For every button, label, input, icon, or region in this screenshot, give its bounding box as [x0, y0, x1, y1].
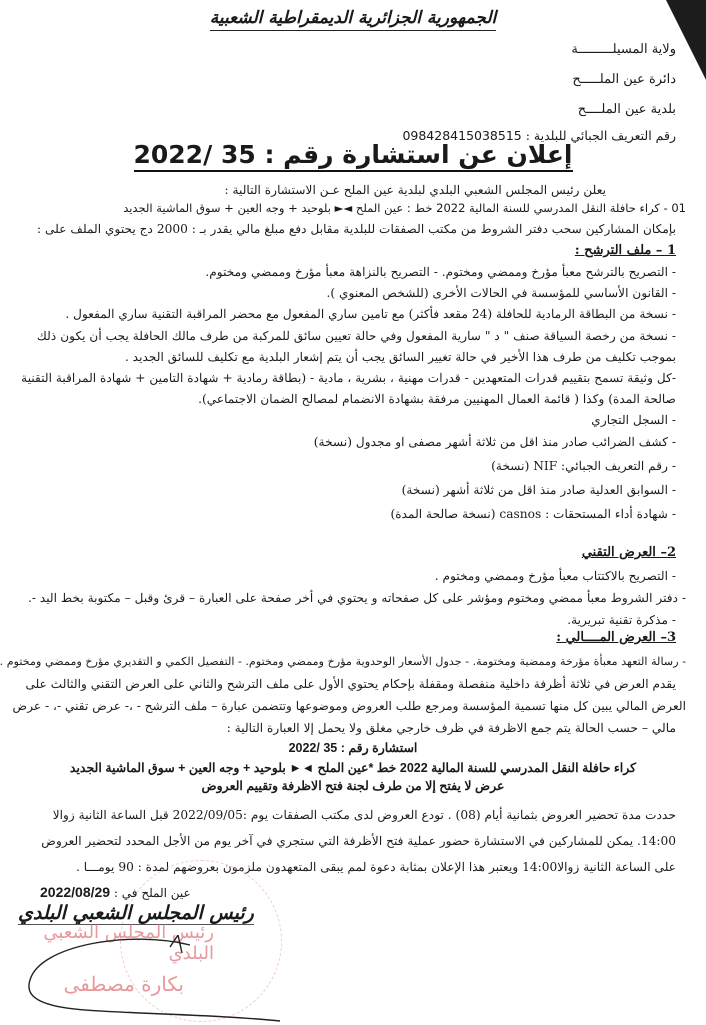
list-item: - التصريح بالترشح معبأ مؤرخ وممضي ومختوم. - التصريح بالنزاهة معبأ مؤرخ وممضي ومختوم. — [205, 265, 676, 279]
list-item: بموجب تكليف من طرف هذا الأخير في حالة تغيير السائق يجب أن يتم إشعار البلدية مع تكليف للسائق الجديد . — [124, 350, 676, 364]
list-item: - كشف الضرائب صادر منذ اقل من ثلاثة أشهر مصفى او مجدول (نسخة) — [313, 435, 676, 449]
signature-place: عين الملح في : — [113, 886, 191, 900]
stamp-title: رئيس المجلس الشعبي البلدي — [43, 922, 214, 964]
list-item: صالحة المدة) وكذا ( قائمة العمال المهنيين مرفقة بشهادة الانضمام لمصالح الضمان الاجتماعي). — [198, 392, 676, 406]
commune-label: بلدية عين الملــــح — [577, 102, 676, 117]
deadline-text: 14:00. يمكن للمشاركين في الاستشارة حضور عملية فتح الأظرفة التي ستجري في آخر يوم من الأجل المحدد لتحضير العروض — [41, 834, 676, 848]
deadline-text: على الساعة الثانية زوالا14:00 ويعتبر هذا الإعلان بمثابة دعوة لمم يبقى المتعهدون ملزمون بعروضهم لمدة : 90 يومـــا . — [76, 860, 676, 874]
signature-date-line — [40, 884, 191, 900]
page-title: إعلان عن استشارة رقم : 35 /2022 — [0, 140, 706, 169]
deadline-text: حددت مدة تحضير العروض بثمانية أيام (08) . تودع العروض لدى مكتب الصفقات يوم :2022/09/05 قبل الساعة الثانية زوالا — [52, 808, 676, 822]
wilaya-label: ولاية المسيلـــــــــة — [571, 42, 676, 57]
section-1-heading: 1 – ملف الترشح : — [574, 243, 676, 258]
signature-date: 2022/08/29 — [40, 884, 111, 900]
list-item: - التصريح بالاكتتاب معبأ مؤرخ وممضي ومختوم . — [434, 569, 676, 583]
section-3-heading: 3– العرض المــــالي : — [556, 630, 676, 645]
envelope-subject: كراء حافلة النقل المدرسي للسنة المالية 2022 خط *عين الملح ◄► بلوحيد + وجه العين + سوق الماشية الجديد — [69, 761, 637, 775]
stamp-name: بكارة مصطفى — [63, 972, 184, 996]
list-item: - رسالة التعهد معبأة مؤرخة وممضية ومختومة. - جدول الأسعار الوحدوية مؤرخ وممضي ومختوم. - التفصيل الكمي و التقديري مؤرخ وممضي ومختوم . — [0, 655, 686, 668]
signatory-title: رئيس المجلس الشعبي البلدي — [18, 902, 254, 924]
consultation-item-01: 01 - كراء حافلة النقل المدرسي للسنة المالية 2022 خط : عين الملح ◄► بلوحيد + وجه العين + سوق الماشية الجديد — [123, 201, 686, 215]
withdraw-terms: بإمكان المشاركين سحب دفتر الشروط من مكتب الصفقات للبلدية مقابل دفع مبلغ مالي يقدر بـ : 2000 دج يحتوي الملف على : — [37, 222, 676, 236]
list-item: - السوابق العدلية صادر منذ اقل من ثلاثة أشهر (نسخة) — [401, 483, 676, 497]
list-item: - السجل التجاري — [591, 413, 676, 427]
list-item: -كل وثيقة تسمح بتقييم قدرات المتعهدين - قدرات مهنية ، بشرية ، مادية - (بطاقة رمادية + شهادة التامين + شهادة المراقبة التقنية — [21, 371, 676, 385]
section-2-heading: 2– العرض التقني — [581, 545, 676, 560]
list-item: - شهادة أداء المستحقات : casnos (نسخة صالحة المدة) — [390, 507, 676, 521]
list-item: - رقم التعريف الجبائي: NIF (نسخة) — [491, 459, 676, 473]
list-item: - نسخة من رخصة السياقة صنف " د " سارية المفعول وفي حالة تعيين سائق للمركبة من طرف مالك الحافلة يجب أن يكون ذلك — [36, 329, 676, 343]
list-item: - دفتر الشروط معبأ ممضي ومختوم ومؤشر على كل صفحاته و يحتوي في أخر صفحة على العبارة – قرئ وقبل – مكتوبة بخط اليد -. — [27, 591, 686, 605]
list-item: - نسخة من البطاقة الرمادية للحافلة (24 مقعد فأكثر) مع تامين ساري المفعول مع محضر المراقبة التقنية ساري المفعول . — [65, 307, 676, 321]
envelope-notice: عرض لا يفتح إلا من طرف لجنة فتح الاظرفة وتقييم العروض — [201, 779, 505, 793]
list-item: - مذكرة تقنية تبريرية. — [567, 613, 676, 627]
daira-label: دائرة عين الملـــــح — [572, 72, 676, 87]
list-item: مالي – حسب الحالة يتم جمع الاظرفة في ظرف خارجي مغلق ولا يحمل إلا العبارة التالية : — [226, 721, 676, 735]
tax-id-label: رقم التعريف الجبائي للبلدية : — [525, 128, 676, 143]
republic-header: الجمهورية الجزائرية الديمقراطية الشعبية — [0, 8, 706, 28]
tax-id-value: 098428415038515 — [402, 128, 522, 143]
intro-text: يعلن رئيس المجلس الشعبي البلدي لبلدية عين الملح عـن الاستشارة التالية : — [224, 183, 606, 197]
handwritten-signature-icon — [20, 935, 280, 1025]
list-item: يقدم العرض في ثلاثة أظرفة داخلية منفصلة ومقفلة بإحكام يحتوي الأول على ملف الترشح والثاني على العرض التقني والثالث على — [25, 677, 676, 691]
list-item: العرض المالي يبين كل منها تسمية المؤسسة ومرجع طلب العروض وموضوعها وتتضمن عبارة – ملف الترشح - ،- عرض تقني -، - عرض — [12, 699, 686, 713]
envelope-reference: استشارة رقم : 35 /2022 — [288, 741, 418, 755]
list-item: - القانون الأساسي للمؤسسة في الحالات الأخرى (للشخص المعنوي ). — [326, 286, 676, 300]
